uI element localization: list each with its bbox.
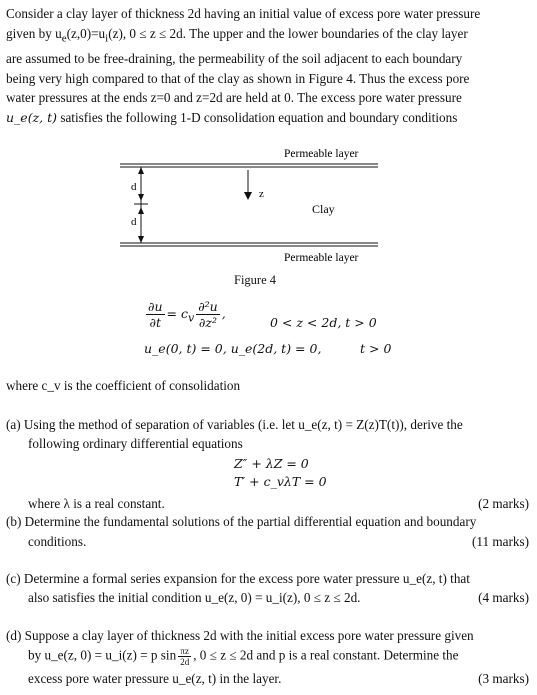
part-d-line-1: (d) Suppose a clay layer of thickness 2d with the initial excess pore water pressure given — [6, 628, 474, 643]
part-a-eq-2: T′ + c_vλT = 0 — [234, 474, 327, 489]
pde-equation: $\frac{\partial u}{\partial t}$ = $c_v$ $\frac{\text{∂²u}}{\text{∂z²}}$ , — [148, 299, 226, 330]
part-b-line-2: conditions. — [28, 534, 87, 549]
part-d-line-3: excess pore water pressure u_e(z, t) in the layer. — [28, 671, 282, 686]
part-d-marks: (3 marks) — [478, 671, 529, 686]
dim-arrow-bottom — [138, 236, 144, 243]
figure-caption: Figure 4 — [234, 273, 277, 287]
part-a-line-1: (a) Using the method of separation of variables (i.e. let u_e(z, t) = Z(z)T(t)), derive the — [6, 417, 463, 432]
bottom-permeable-label: Permeable layer — [284, 252, 359, 264]
part-c-line-2: also satisfies the initial condition u_e(z, 0) = u_i(z), 0 ≤ z ≤ 2d. — [28, 590, 361, 605]
z-arrow-head — [244, 192, 252, 200]
intro-line-6: u_e(z, t) satisfies the following 1-D consolidation equation and boundary conditions — [6, 110, 458, 126]
intro-line-5: water pressures at the ends z=0 and z=2d are held at 0. The excess pore water pressure — [6, 90, 462, 106]
intro-line-2: given by $u_e(z,0)=u_i(z)$, 0 ≤ z ≤ 2d. The upper and the lower boundaries of the clay layer — [6, 25, 468, 45]
intro-line-3: are assumed to be free-draining, the permeability of the soil adjacent to each boundary — [6, 51, 463, 67]
intro-line-4: being very high compared to that of the clay as shown in Figure 4. Thus the excess pore — [6, 70, 470, 86]
top-permeable-label: Permeable layer — [284, 148, 359, 160]
dim-arrow-mid-up — [138, 194, 144, 201]
part-b-line-1: (b) Determine the fundamental solutions of the partial differential equation and boundary — [6, 514, 477, 529]
part-b-marks: (11 marks) — [471, 534, 529, 549]
clay-label: Clay — [312, 202, 335, 216]
where-text: where c_v is the coefficient of consolidation — [6, 378, 241, 393]
intro-line-1: Consider a clay layer of thickness 2d having an initial value of excess pore water pressure — [6, 6, 481, 21]
d-upper-label: d — [131, 181, 137, 193]
pde-rhs-fraction: $\frac{\text{∂²u}}{\text{∂z²}}$ — [198, 299, 218, 330]
part-d-line-2: by u_e(z, 0) = u_i(z) = p sin $\frac{\pi z}{2d}$ , 0 ≤ z ≤ 2d and p is a real constant. Determine the — [28, 646, 459, 667]
pde-domain: 0 < z < 2d, t > 0 — [270, 315, 377, 330]
part-a-where: where λ is a real constant. — [28, 496, 165, 511]
part-c-line-1: (c) Determine a formal series expansion for the excess pore water pressure u_e(z, t) that — [6, 571, 470, 586]
dim-arrow-top — [138, 167, 144, 174]
sin-argument-fraction: $\frac{\pi z}{2d}$ — [180, 646, 190, 667]
part-a-line-2: following ordinary differential equations — [28, 436, 243, 451]
figure-4-diagram — [110, 140, 390, 275]
part-a-eq-1: Z″ + λZ = 0 — [234, 456, 309, 471]
pde-lhs-fraction: $\frac{\partial u}{\partial t}$ — [148, 299, 163, 330]
boundary-conditions: u_e(0, t) = 0, u_e(2d, t) = 0, — [144, 341, 322, 356]
d-lower-label: d — [131, 216, 137, 228]
ue-zt-symbol: u_e(z, t) — [6, 110, 58, 126]
part-c-marks: (4 marks) — [478, 590, 529, 605]
dim-arrow-mid-down — [138, 207, 144, 214]
part-a-marks: (2 marks) — [478, 496, 529, 511]
intro-paragraph — [6, 4, 528, 128]
bc-domain: t > 0 — [360, 341, 392, 356]
z-label: z — [259, 188, 264, 200]
